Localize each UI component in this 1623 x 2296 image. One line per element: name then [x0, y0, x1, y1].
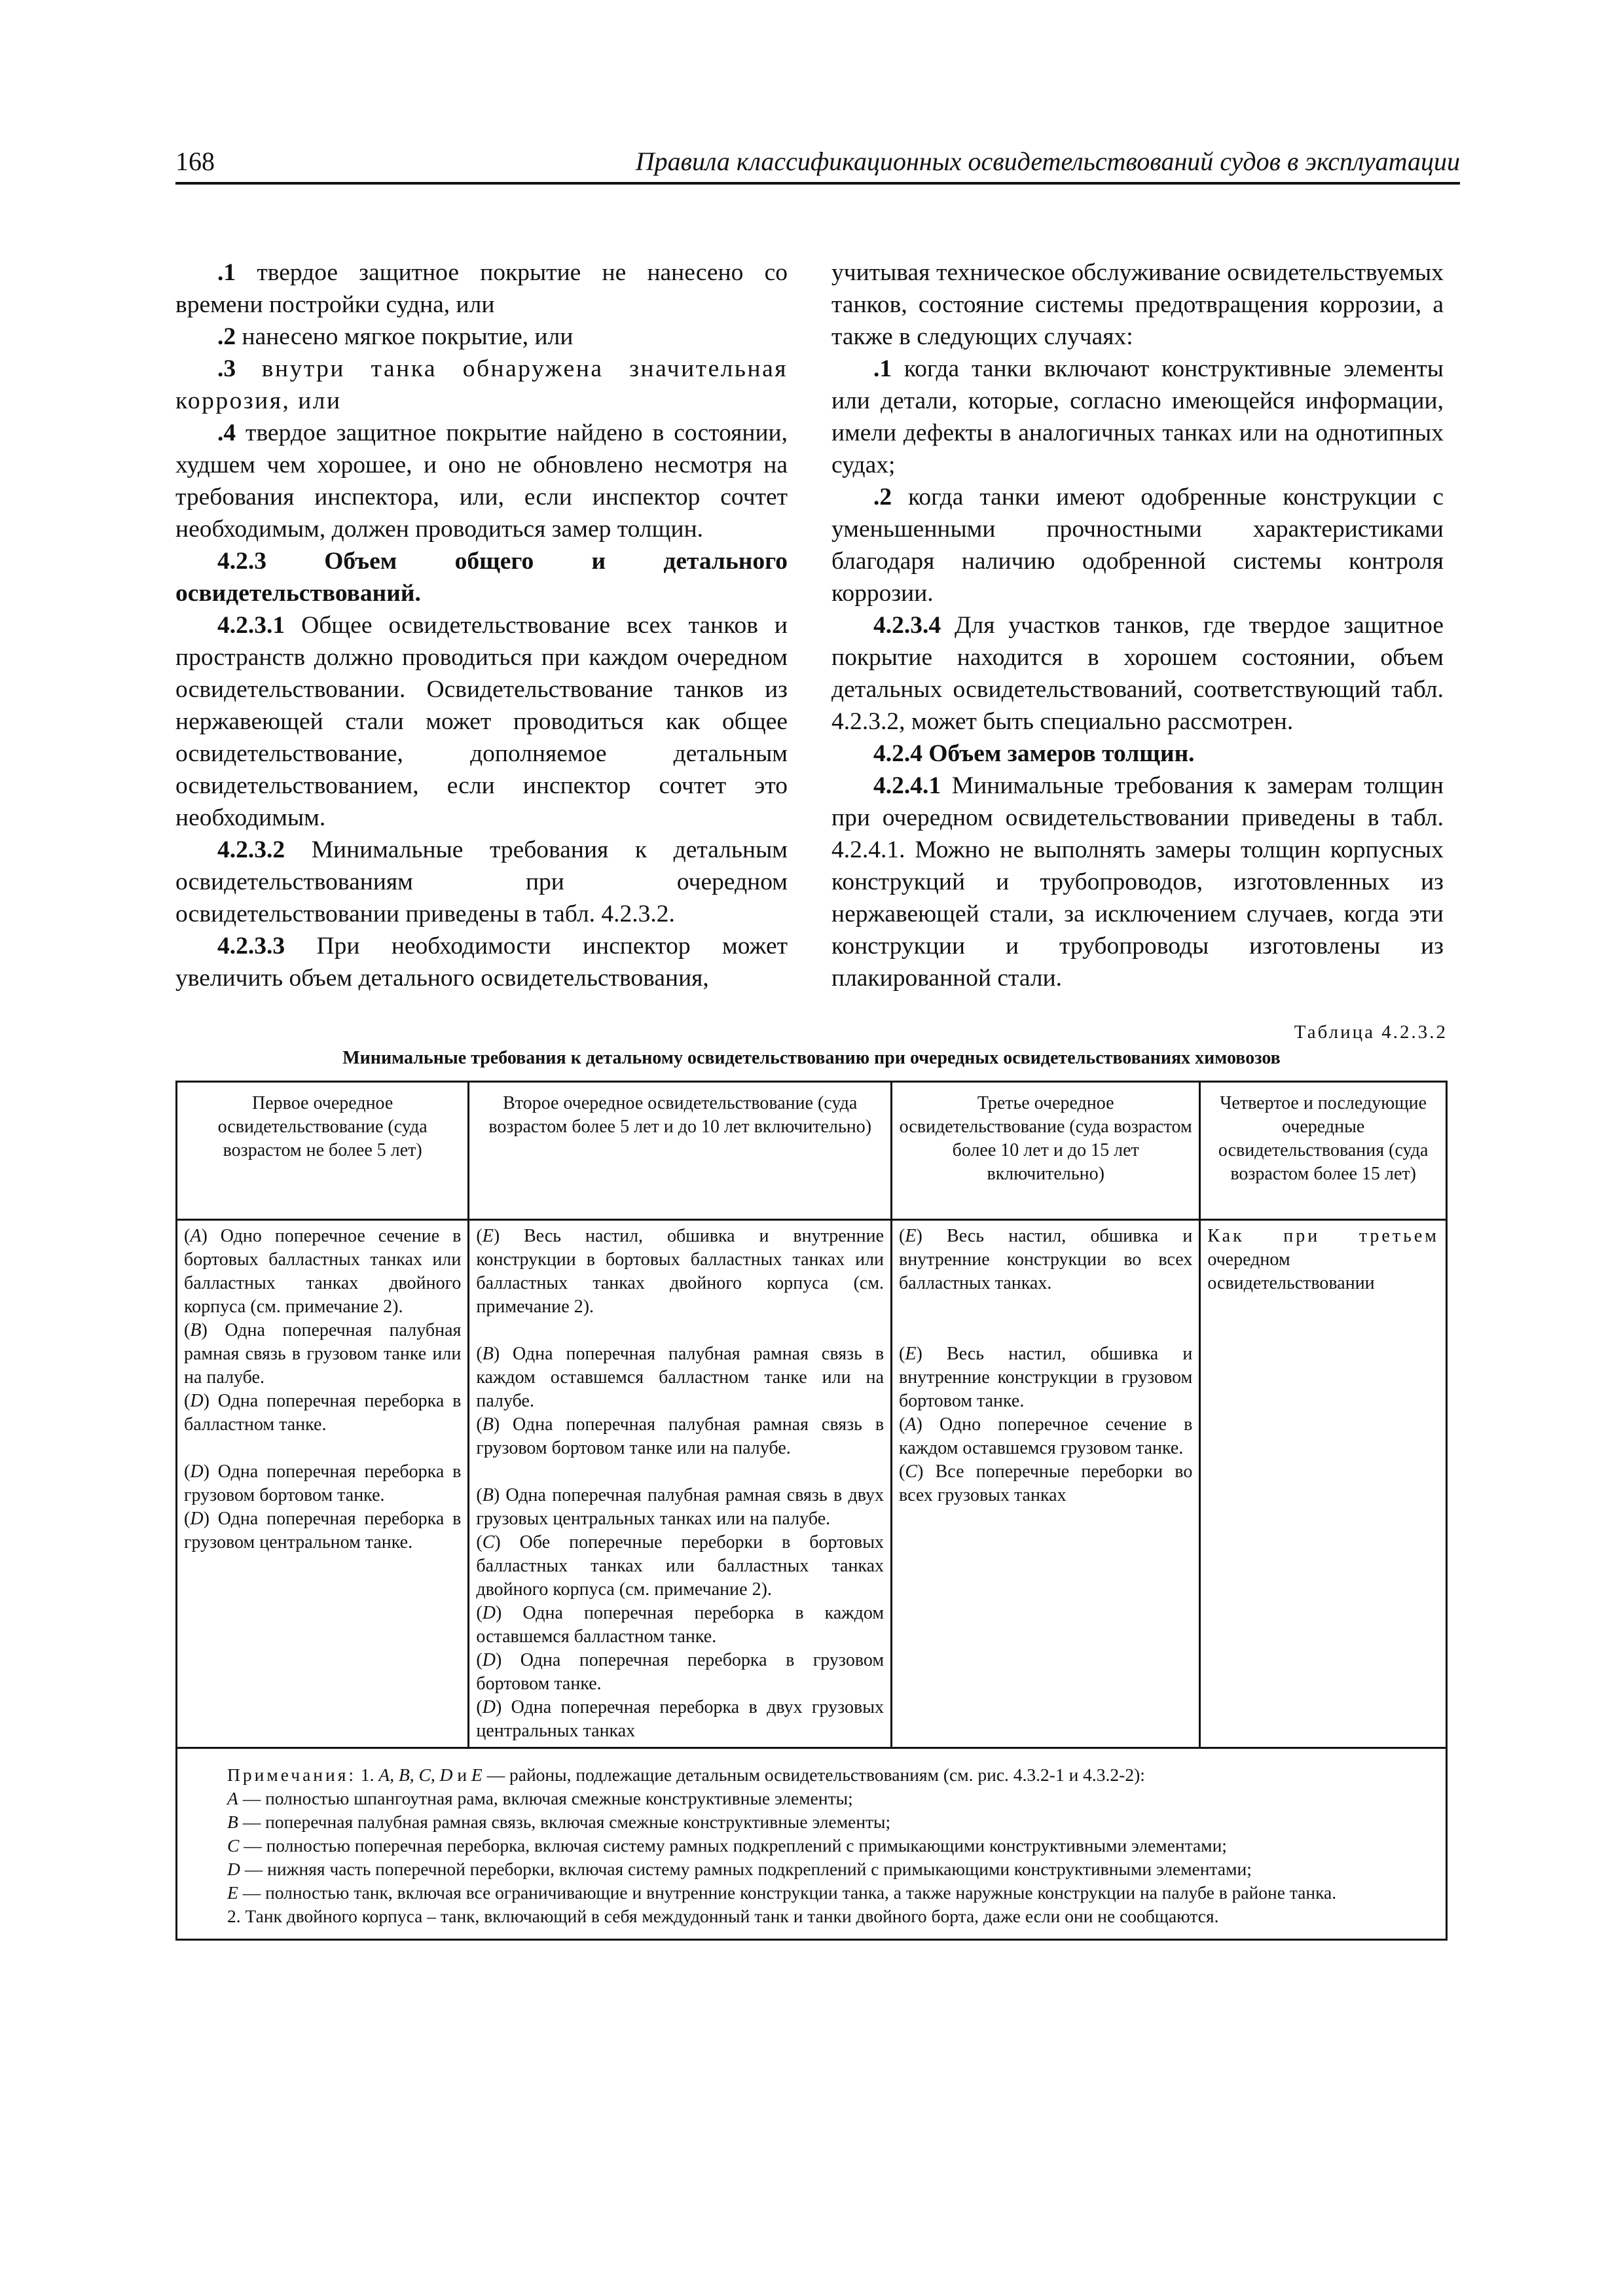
table-header-row	[177, 1082, 1447, 1220]
table-number: Таблица 4.2.3.2	[1294, 1022, 1448, 1043]
section-heading: 4.2.3 Объем общего и детального освидетельствований.	[175, 548, 788, 607]
page-number: 168	[175, 147, 215, 176]
right-text-column	[831, 257, 1444, 994]
paragraph: 4.2.3.2 Минимальные требования к детальным освидетельствованиям при очередном освидетельствовании приведены в табл. 4.2.3.2.	[175, 836, 788, 927]
cell-item: (E) Весь настил, обшивка и внутренние конструкции в грузовом бортовом танке.	[899, 1344, 1193, 1411]
cell-item: (D) Одна поперечная переборка в грузовом бортовом танке.	[184, 1462, 462, 1505]
paragraph: 4.2.4.1 Минимальные требования к замерам толщин при очередном освидетельствовании приведены в табл. 4.2.4.1. Можно не выполнять замеры толщин корпусных конструкций и трубопроводов, изготовленных из нержавеющей стали, за исключением случаев, когда эти конструкции и трубопроводы изготовлены из плакированной стали.	[831, 772, 1444, 992]
note-item: A — полностью шпангоутная рама, включая смежные конструктивные элементы;	[227, 1788, 853, 1808]
page-header	[175, 145, 1460, 185]
header-cell: Четвертое и последующие очередные освидетельствования (суда возрастом более 15 лет)	[1200, 1082, 1447, 1220]
note-item: D — нижняя часть поперечной переборки, включая систему рамных подкреплений с примыкающими конструктивными элементами;	[227, 1859, 1252, 1879]
paragraph: .1 когда танки включают конструктивные элементы или детали, которые, согласно имеющейся информации, имели дефекты в аналогичных танках или на однотипных судах;	[831, 355, 1444, 478]
cell-item: (C) Все поперечные переборки во всех грузовых танках	[899, 1462, 1193, 1505]
paragraph-continuation: учитывая техническое обслуживание освидетельствуемых танков, состояние системы предотвращения коррозии, а также в следующих случаях:	[831, 259, 1444, 350]
table-caption: Минимальные требования к детальному освидетельствованию при очередных освидетельствованиях химовозов	[342, 1048, 1281, 1068]
table-cell-third	[892, 1220, 1200, 1748]
cell-item: (D) Одна поперечная переборка в каждом оставшемся балластном танке.	[476, 1603, 884, 1647]
paragraph: .3 внутри танка обнаружена значительная коррозия, или	[175, 355, 788, 414]
cell-item: (B) Одна поперечная палубная рамная связь в грузовом танке или на палубе.	[184, 1320, 462, 1388]
table-notes	[177, 1748, 1447, 1940]
note-item: B — поперечная палубная рамная связь, включая смежные конструктивные элементы;	[227, 1812, 891, 1832]
cell-item: (A) Одно поперечное сечение в бортовых балластных танках или балластных танках двойного корпуса (см. примечание 2).	[184, 1226, 462, 1317]
cell-item: (B) Одна поперечная палубная рамная связь в каждом оставшемся балластном танке или на палубе.	[476, 1344, 884, 1411]
cell-item: (D) Одна поперечная переборка в балластном танке.	[184, 1391, 462, 1435]
table-row	[177, 1220, 1447, 1748]
cell-item: (D) Одна поперечная переборка в грузовом центральном танке.	[184, 1509, 462, 1552]
cell-item: (D) Одна поперечная переборка в двух грузовых центральных танках	[476, 1697, 884, 1741]
table-cell-fourth	[1200, 1220, 1447, 1748]
note-item: E — полностью танк, включая все ограничивающие и внутренние конструкции танка, а также наружные конструкции на палубе в районе танка.	[227, 1882, 1337, 1903]
header-cell: Первое очередное освидетельствование (суда возрастом не более 5 лет)	[177, 1082, 469, 1220]
header-cell: Третье очередное освидетельствование (суда возрастом более 10 лет и до 15 лет включительно)	[892, 1082, 1200, 1220]
paragraph: 4.2.3.4 Для участков танков, где твердое защитное покрытие находится в хорошем состоянии, объем детальных освидетельствований, соответствующий табл. 4.2.3.2, может быть специально рассмотрен.	[831, 612, 1444, 735]
cell-item: (D) Одна поперечная переборка в грузовом бортовом танке.	[476, 1650, 884, 1694]
paragraph: 4.2.3.3 При необходимости инспектор может увеличить объем детального освидетельствования,	[175, 933, 788, 992]
cell-item: (C) Обе поперечные переборки в бортовых балластных танках или балластных танках двойного корпуса (см. примечание 2).	[476, 1532, 884, 1600]
cell-item: (E) Весь настил, обшивка и внутренние конструкции в бортовых балластных танках или балластных танках двойного корпуса (см. примечание 2).	[476, 1226, 884, 1317]
paragraph: .2 когда танки имеют одобренные конструкции с уменьшенными прочностными характеристиками благодаря наличию одобренной системы контроля коррозии.	[831, 484, 1444, 607]
cell-item: Как при третьем очередном освидетельствовании	[1207, 1226, 1439, 1293]
paragraph: .1 твердое защитное покрытие не нанесено со времени постройки судна, или	[175, 259, 788, 318]
section-heading: 4.2.4 Объем замеров толщин.	[873, 740, 1195, 767]
cell-item: (B) Одна поперечная палубная рамная связь в двух грузовых центральных танках или на палубе.	[476, 1485, 884, 1529]
note-item: C — полностью поперечная переборка, включая систему рамных подкреплений с примыкающими конструктивными элементами;	[227, 1835, 1227, 1856]
running-title: Правила классификационных освидетельствований судов в эксплуатации	[635, 147, 1460, 176]
table-cell-second	[469, 1220, 892, 1748]
left-text-column	[175, 257, 788, 994]
cell-item: (E) Весь настил, обшивка и внутренние конструкции во всех балластных танках.	[899, 1226, 1193, 1293]
header-cell: Второе очередное освидетельствование (суда возрастом более 5 лет и до 10 лет включительно)	[469, 1082, 892, 1220]
paragraph: 4.2.3.1 Общее освидетельствование всех танков и пространств должно проводиться при каждом очередном освидетельствовании. Освидетельствование танков из нержавеющей стали может проводиться как общее освидетельствование, дополняемое детальным освидетельствованием, если инспектор сочтет это необходимым.	[175, 612, 788, 831]
notes-intro: Примечания: 1. A, B, C, D и E — районы, подлежащие детальным освидетельствованиям (см. рис. 4.3.2-1 и 4.3.2-2):	[227, 1765, 1145, 1785]
cell-item: (A) Одно поперечное сечение в каждом оставшемся грузовом танке.	[899, 1414, 1193, 1458]
paragraph: .4 твердое защитное покрытие найдено в состоянии, худшем чем хорошее, и оно не обновлено несмотря на требования инспектора, или, если инспектор сочтет необходимым, должен проводиться замер толщин.	[175, 420, 788, 543]
paragraph: .2 нанесено мягкое покрытие, или	[217, 323, 574, 350]
note-2: 2. Танк двойного корпуса – танк, включающий в себя междудонный танк и танки двойного борта, даже если они не сообщаются.	[227, 1906, 1219, 1926]
requirements-table	[175, 1081, 1448, 1941]
cell-item: (B) Одна поперечная палубная рамная связь в грузовом бортовом танке или на палубе.	[476, 1414, 884, 1458]
notes-row	[177, 1748, 1447, 1940]
table-cell-first	[177, 1220, 469, 1748]
